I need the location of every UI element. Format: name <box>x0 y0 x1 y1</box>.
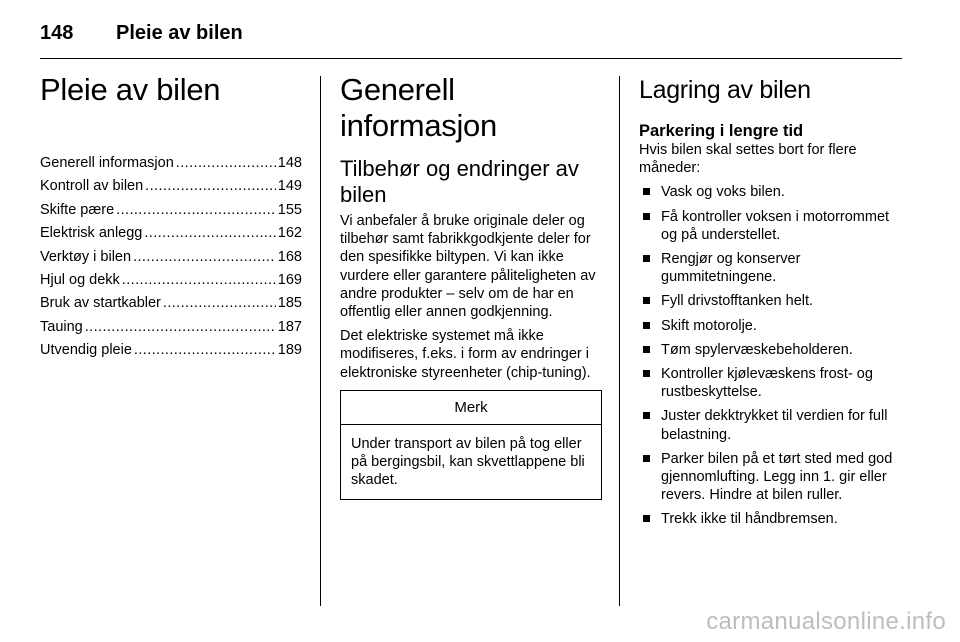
bullet-square-icon <box>643 346 650 353</box>
list-item <box>639 407 903 443</box>
toc-entry-page: 162 <box>277 225 302 242</box>
bullet-square-icon <box>643 455 650 462</box>
toc-entry-title: Elektrisk anlegg <box>40 225 143 242</box>
toc-leader-dots <box>122 269 276 292</box>
bullet-square-icon <box>643 322 650 329</box>
bullet-square-icon <box>643 188 650 195</box>
toc-entry[interactable] <box>40 339 302 362</box>
toc-entry-page: 149 <box>277 178 302 195</box>
toc-entry-page: 148 <box>277 155 302 171</box>
toc-entry-title: Tauing <box>40 318 83 335</box>
section-subtitle: Tilbehør og endringer av bilen <box>340 156 579 207</box>
list-item <box>639 450 903 505</box>
note-text: Under transport av bilen på tog eller på bergingsbil, kan skvettlappene bli skadet. <box>351 435 585 489</box>
list-item-text: Tøm spylervæskebeholderen. <box>661 341 853 358</box>
bullet-square-icon <box>643 213 650 220</box>
toc-entry[interactable] <box>40 152 302 175</box>
toc-entry-page: 169 <box>277 272 302 289</box>
toc-entry-title: Hjul og dekk <box>40 272 120 289</box>
toc-entry-page: 168 <box>277 248 302 265</box>
list-item-text: Parker bilen på et tørt sted med god gjennomlufting. Legg inn 1. gir eller revers. Hindre at bilen ruller. <box>661 450 893 504</box>
bullet-square-icon <box>643 412 650 419</box>
list-item <box>639 250 903 286</box>
list-item <box>639 208 903 244</box>
list-item <box>639 317 903 335</box>
running-title: Pleie av bilen <box>116 21 243 44</box>
bullet-square-icon <box>643 297 650 304</box>
toc-leader-dots <box>133 246 276 269</box>
toc-entry[interactable] <box>40 222 302 245</box>
table-of-contents <box>40 152 302 363</box>
watermark: carmanualsonline.info <box>706 608 946 635</box>
storage-column <box>639 72 903 535</box>
toc-leader-dots <box>85 316 276 339</box>
list-item <box>639 510 903 528</box>
toc-entry-page: 189 <box>277 342 302 359</box>
list-item-text: Vask og voks bilen. <box>661 184 785 201</box>
list-item <box>639 183 903 201</box>
list-item <box>639 292 903 310</box>
toc-leader-dots <box>163 292 276 315</box>
section-title: Lagring av bilen <box>639 76 811 104</box>
list-item-text: Fyll drivstofftanken helt. <box>661 293 814 310</box>
column-divider-2 <box>619 76 620 606</box>
page-number: 148 <box>40 21 74 44</box>
list-item-text: Skift motorolje. <box>661 317 757 334</box>
body-paragraph: Det elektriske systemet må ikke modifiseres, f.eks. i form av endringer i elektroniske styreenheter (chip-tuning). <box>340 328 591 381</box>
list-item-text: Rengjør og konserver gummitetningene. <box>661 251 801 286</box>
toc-leader-dots <box>134 339 276 362</box>
page-header <box>40 18 243 48</box>
chapter-title: Pleie av bilen <box>40 72 221 107</box>
toc-leader-dots <box>144 222 275 245</box>
note-title: Merk <box>341 391 601 425</box>
header-divider <box>40 58 902 59</box>
toc-entry-title: Bruk av startkabler <box>40 295 161 312</box>
toc-column <box>40 72 302 363</box>
toc-entry[interactable] <box>40 175 302 198</box>
toc-entry[interactable] <box>40 246 302 269</box>
toc-entry[interactable] <box>40 316 302 339</box>
body-paragraph: Vi anbefaler å bruke originale deler og tilbehør samt fabrikkgodkjente deler for den spesifikke biltypen. Vi kan ikke vurdere eller garantere påliteligheten av andre produkter – selv om de har en offentlig eller annen godkjenning. <box>340 213 596 321</box>
bullet-square-icon <box>643 370 650 377</box>
section-subtitle: Parkering i lengre tid <box>639 122 804 140</box>
section-title: Generell informasjon <box>340 72 497 143</box>
toc-entry[interactable] <box>40 269 302 292</box>
list-item-text: Få kontroller voksen i motorrommet og på understellet. <box>661 208 890 243</box>
bullet-list <box>639 183 903 528</box>
list-item-text: Juster dekktrykket til verdien for full belastning. <box>661 408 888 443</box>
general-info-column <box>340 72 602 500</box>
toc-entry[interactable] <box>40 292 302 315</box>
note-box <box>340 390 602 501</box>
toc-entry-title: Verktøy i bilen <box>40 248 132 265</box>
intro-paragraph: Hvis bilen skal settes bort for flere måneder: <box>639 142 857 177</box>
toc-entry-title: Generell informasjon <box>40 155 174 171</box>
column-divider-1 <box>320 76 321 606</box>
toc-leader-dots <box>176 152 276 175</box>
bullet-square-icon <box>643 515 650 522</box>
toc-leader-dots <box>116 199 276 222</box>
toc-entry-title: Skifte pære <box>40 201 115 218</box>
toc-entry-page: 155 <box>277 201 302 218</box>
toc-entry-title: Kontroll av bilen <box>40 178 144 195</box>
toc-entry[interactable] <box>40 199 302 222</box>
toc-entry-page: 187 <box>277 318 302 335</box>
list-item <box>639 365 903 401</box>
bullet-square-icon <box>643 255 650 262</box>
toc-entry-title: Utvendig pleie <box>40 342 132 359</box>
list-item-text: Trekk ikke til håndbremsen. <box>661 511 838 528</box>
toc-leader-dots <box>145 175 276 198</box>
list-item-text: Kontroller kjølevæskens frost- og rustbeskyttelse. <box>661 366 873 401</box>
list-item <box>639 341 903 359</box>
toc-entry-page: 185 <box>277 295 302 312</box>
